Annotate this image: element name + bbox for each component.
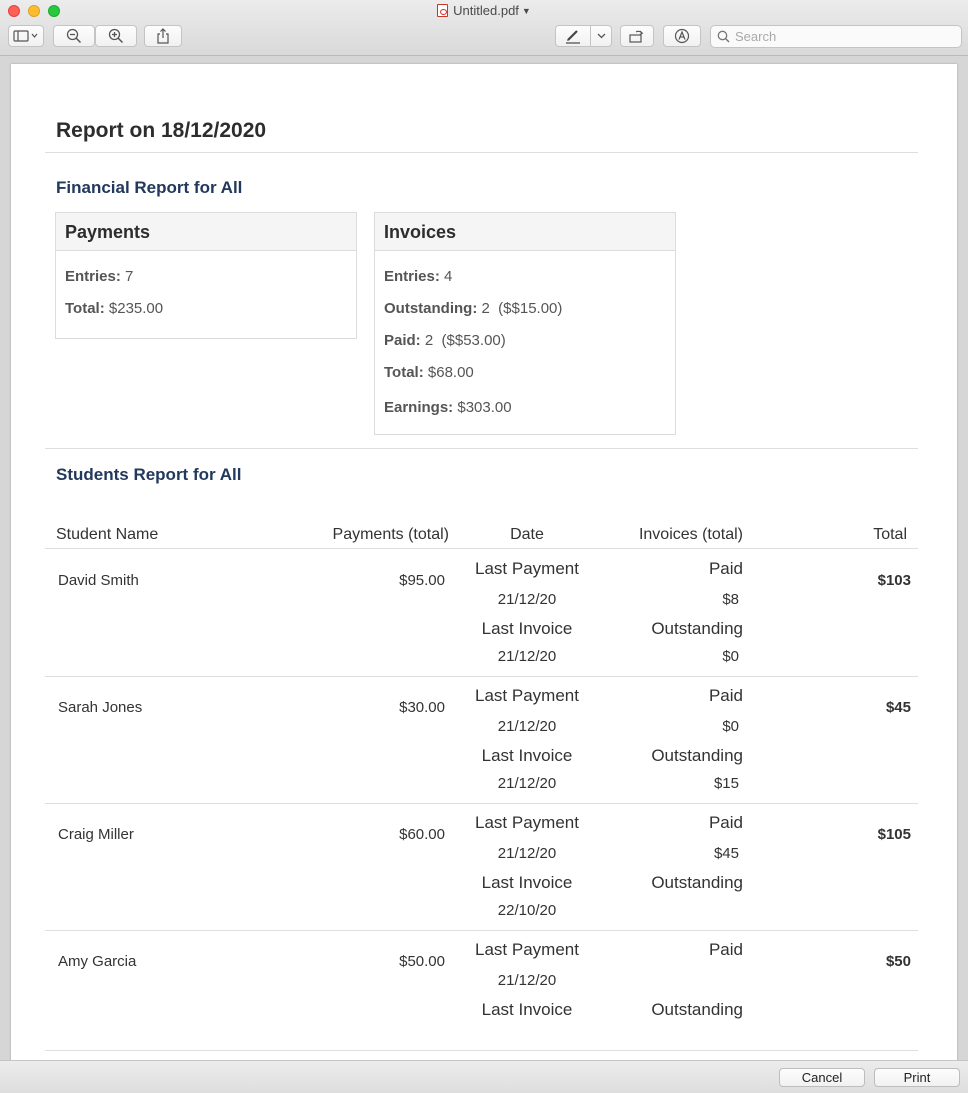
table-row — [45, 676, 918, 803]
last-payment-date: 21/12/20 — [497, 845, 557, 862]
invoices-card — [374, 212, 676, 435]
invoices-total-value: $68.00 — [427, 364, 474, 381]
invoices-outstanding-label: Outstanding: — [384, 300, 478, 317]
outstanding-label: Outstanding — [651, 1000, 743, 1019]
last-payment-label: Last Payment — [475, 686, 579, 705]
annotate-icon — [674, 28, 690, 44]
invoices-entries-label: Entries: — [384, 268, 440, 285]
student-name: David Smith — [58, 572, 139, 589]
row-total: $105 — [877, 826, 911, 843]
outstanding-label: Outstanding — [651, 746, 743, 765]
document-viewer[interactable] — [0, 57, 968, 1060]
payments-total — [65, 300, 163, 317]
chevron-down-icon: ▼ — [521, 6, 531, 16]
payments-entries-value: 7 — [125, 268, 134, 285]
row-total: $45 — [885, 699, 911, 716]
last-payment-label: Last Payment — [475, 940, 579, 959]
print-button[interactable]: Print — [874, 1068, 960, 1087]
payments-total: $95.00 — [399, 572, 445, 589]
payments-entries — [65, 268, 133, 285]
last-invoice-date: 21/12/20 — [497, 775, 557, 792]
table-row — [45, 803, 918, 930]
paid-label: Paid — [708, 813, 743, 832]
paid-label: Paid — [708, 559, 743, 578]
financial-report-title: Financial Report for All — [56, 178, 243, 197]
row-divider — [45, 1050, 918, 1051]
search-icon — [717, 30, 730, 43]
row-total: $103 — [877, 572, 911, 589]
print-bottom-bar — [0, 1060, 968, 1093]
outstanding-label: Outstanding — [651, 619, 743, 638]
last-payment-date: 21/12/20 — [497, 972, 557, 989]
last-invoice-date: 21/12/20 — [497, 648, 557, 665]
divider — [45, 152, 918, 153]
payments-card-title: Payments — [56, 213, 356, 251]
last-payment-date: 21/12/20 — [497, 718, 557, 735]
students-report-title: Students Report for All — [56, 465, 242, 484]
header-date: Date — [510, 526, 544, 543]
invoices-outstanding — [384, 300, 562, 317]
payments-total: $50.00 — [399, 953, 445, 970]
annotate-button[interactable] — [663, 25, 701, 47]
invoices-paid — [384, 332, 506, 349]
chevron-down-icon — [597, 33, 606, 39]
header-student-name: Student Name — [56, 526, 159, 543]
last-payment-label: Last Payment — [475, 813, 579, 832]
student-name: Amy Garcia — [58, 953, 137, 970]
payments-card — [55, 212, 357, 339]
last-invoice-date: 22/10/20 — [497, 902, 557, 919]
paid-value: $8 — [722, 591, 739, 608]
payments-total-label: Total: — [65, 300, 105, 317]
header-payments-total: Payments (total) — [332, 526, 449, 543]
search-input[interactable] — [735, 29, 955, 44]
zoom-out-button[interactable] — [53, 25, 95, 47]
header-total: Total — [873, 526, 907, 543]
markup-button[interactable] — [555, 25, 591, 47]
report-title: Report on 18/12/2020 — [56, 119, 267, 142]
zoom-in-icon — [108, 28, 124, 44]
invoices-outstanding-value: 2 ($$15.00) — [481, 300, 563, 317]
header-invoices-total: Invoices (total) — [638, 526, 743, 543]
invoices-total — [384, 364, 474, 381]
paid-label: Paid — [708, 686, 743, 705]
invoices-paid-value: 2 ($$53.00) — [424, 332, 506, 349]
window-title[interactable] — [0, 3, 968, 18]
markup-pen-icon — [564, 28, 582, 44]
last-payment-label: Last Payment — [475, 559, 579, 578]
table-row — [45, 930, 918, 1057]
sidebar-toggle-button[interactable] — [8, 25, 44, 47]
row-total: $50 — [885, 953, 911, 970]
outstanding-value: $0 — [722, 648, 739, 665]
zoom-out-icon — [66, 28, 82, 44]
rotate-icon — [628, 28, 646, 44]
window-title-text: Untitled.pdf — [453, 3, 519, 18]
invoices-card-title: Invoices — [375, 213, 675, 251]
sidebar-icon — [13, 30, 39, 42]
last-invoice-label: Last Invoice — [481, 619, 573, 638]
cancel-button[interactable]: Cancel — [779, 1068, 865, 1087]
invoices-total-label: Total: — [384, 364, 424, 381]
payments-total: $60.00 — [399, 826, 445, 843]
student-name: Sarah Jones — [58, 699, 143, 716]
search-field[interactable] — [710, 25, 962, 48]
payments-total: $30.00 — [399, 699, 445, 716]
paid-value: $0 — [722, 718, 739, 735]
share-button[interactable] — [144, 25, 182, 47]
outstanding-value: $15 — [713, 775, 739, 792]
invoices-paid-label: Paid: — [384, 332, 421, 349]
markup-options-button[interactable] — [590, 25, 612, 47]
divider — [45, 448, 918, 449]
invoices-earnings — [384, 399, 512, 416]
student-name: Craig Miller — [58, 826, 134, 843]
invoices-earnings-label: Earnings: — [384, 399, 454, 416]
paid-value: $45 — [713, 845, 739, 862]
pdf-file-icon — [437, 4, 448, 17]
zoom-in-button[interactable] — [95, 25, 137, 47]
invoices-entries-value: 4 — [444, 268, 453, 285]
last-invoice-label: Last Invoice — [481, 1000, 573, 1019]
paid-label: Paid — [708, 940, 743, 959]
outstanding-label: Outstanding — [651, 873, 743, 892]
last-payment-date: 21/12/20 — [497, 591, 557, 608]
last-invoice-label: Last Invoice — [481, 873, 573, 892]
invoices-earnings-value: $303.00 — [457, 399, 512, 416]
share-icon — [156, 28, 170, 44]
window-toolbar — [0, 0, 968, 56]
pdf-page — [11, 64, 957, 1064]
payments-entries-label: Entries: — [65, 268, 121, 285]
invoices-entries — [384, 268, 452, 285]
last-invoice-label: Last Invoice — [481, 746, 573, 765]
rotate-button[interactable] — [620, 25, 654, 47]
payments-total-value: $235.00 — [108, 300, 164, 317]
table-row — [45, 549, 918, 676]
